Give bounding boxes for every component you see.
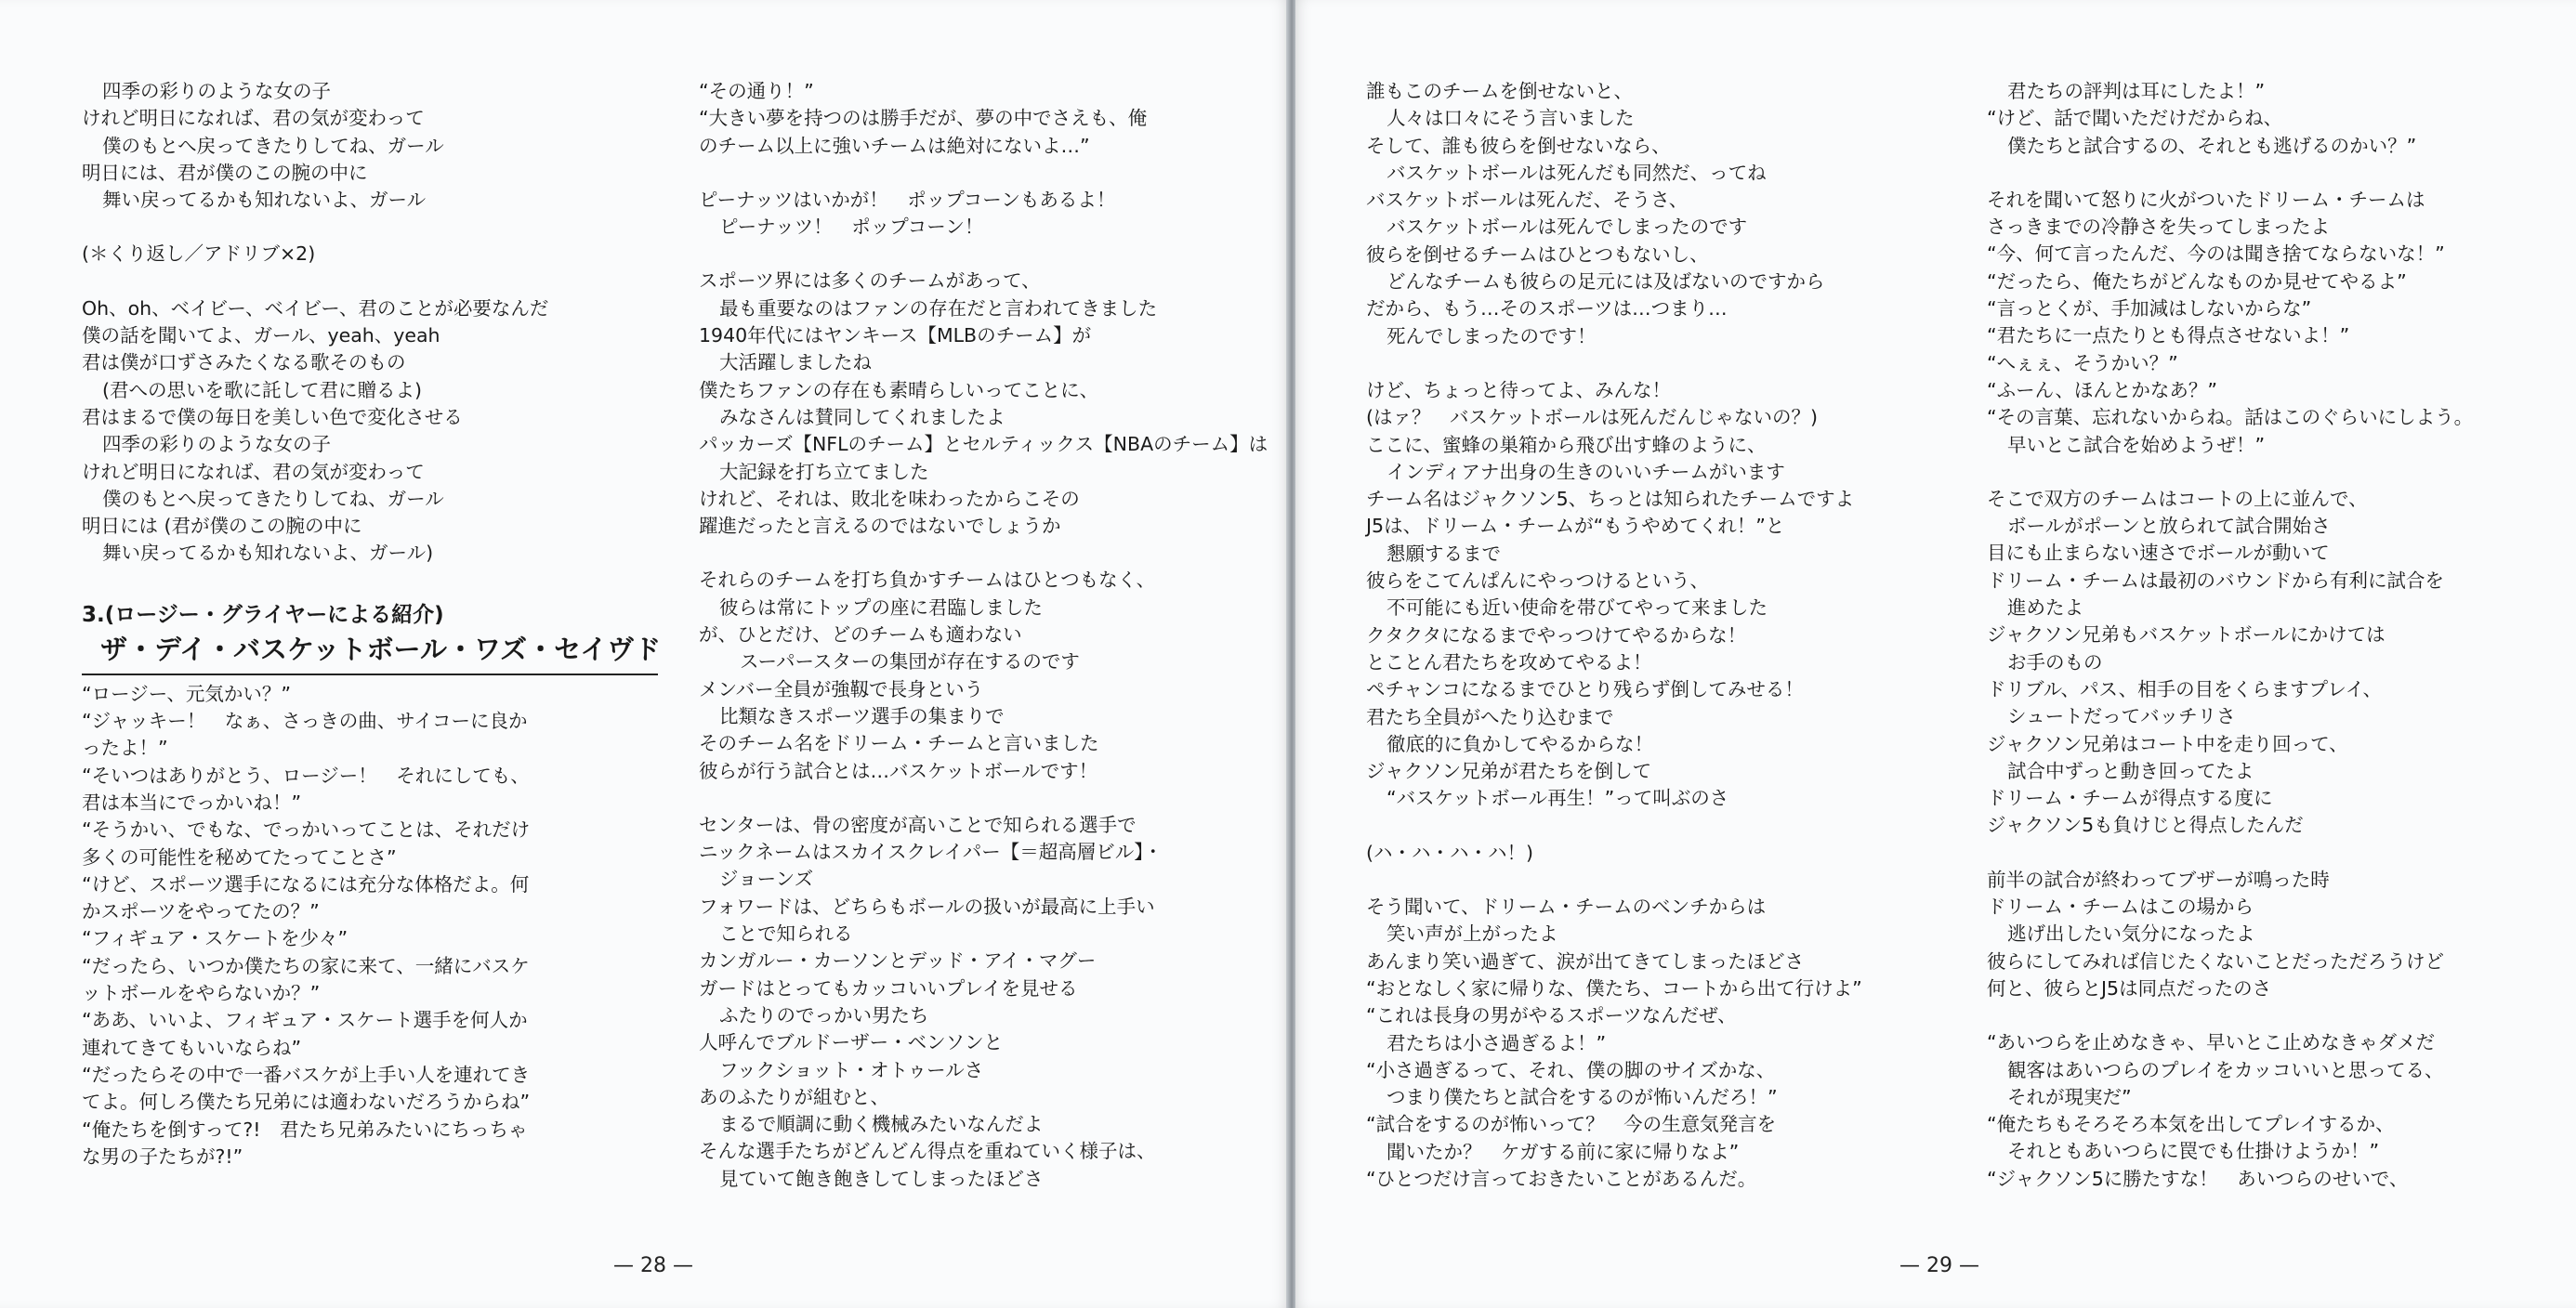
text-line: パッカーズ【NFLのチーム】とセルティックス【NBAのチーム】は — [699, 433, 1268, 456]
text-line: 懇願するまで — [1387, 542, 1501, 565]
text-line: そのチーム名をドリーム・チームと言いました — [699, 732, 1099, 755]
lyrics-block — [1366, 78, 1862, 1193]
text-line: 明日には (君が僕のこの腕の中に — [82, 515, 362, 538]
text-line: “ジャッキー！ なぁ、さっきの曲、サイコーに良か — [82, 710, 528, 733]
text-line: ドリーム・チームは最初のバウンドから有利に試合を — [1987, 569, 2444, 592]
text-line: のチーム以上に強いチームは絶対にないよ…” — [699, 134, 1090, 157]
text-line: そう聞いて、ドリーム・チームのベンチからは — [1366, 896, 1767, 919]
text-line: 君たち全員がへたり込むまで — [1366, 705, 1614, 728]
text-line: ピーナッツはいかが！ ポップコーンもあるよ！ — [699, 188, 1116, 211]
text-line: 観客はあいつらのプレイをカッコいいと思ってる、 — [2007, 1058, 2444, 1081]
text-line: 僕たちファンの存在も素晴らしいってことに、 — [699, 378, 1099, 401]
text-line: 連れてきてもいいならね” — [82, 1036, 302, 1059]
text-line: 比類なきスポーツ選手の集まりで — [719, 704, 1005, 727]
text-line: (ハ・ハ・ハ・ハ！) — [1366, 841, 1533, 864]
text-line: “これは長身の男がやるスポーツなんだぜ、 — [1366, 1004, 1737, 1027]
lyrics-block — [1987, 78, 2473, 1193]
section-number: 3.(ロージー・グライヤーによる紹介) — [82, 602, 444, 627]
text-line: 大活躍しましたね — [719, 351, 872, 374]
text-line: “今、何て言ったんだ、今のは聞き捨てならないな！” — [1987, 242, 2445, 266]
text-line: けれど、それは、敗北を味わったからこその — [699, 487, 1080, 510]
lyrics-block — [699, 78, 1268, 1193]
text-line: 早いとこ試合を始めようぜ！” — [2007, 433, 2266, 456]
text-line: それともあいつらに罠でも仕掛けようか！” — [2007, 1140, 2380, 1163]
text-line: “バスケットボール再生！”って叫ぶのさ — [1387, 787, 1729, 810]
section-title: ザ・デイ・バスケットボール・ワズ・セイヴド — [82, 631, 658, 675]
text-line: (はァ？ バスケットボールは死んだんじゃないの？) — [1366, 406, 1819, 429]
text-line: “その言葉、忘れないからね。話はこのぐらいにしよう。 — [1987, 406, 2474, 429]
text-line: “小さ過ぎるって、それ、僕の脚のサイズかな、 — [1366, 1058, 1776, 1081]
text-line: ったよ！” — [82, 737, 168, 760]
blank-line — [1987, 459, 2473, 486]
right-column-2 — [1987, 78, 2473, 1193]
text-line: けど、ちょっと待ってよ、みんな！ — [1366, 378, 1671, 401]
blank-line — [1987, 160, 2473, 187]
text-line: 最も重要なのはファンの存在だと言われてきました — [719, 296, 1158, 320]
text-line: 徹底的に負かしてやるからな！ — [1387, 732, 1653, 755]
text-line: 笑い声が上がったよ — [1387, 922, 1558, 946]
text-line: そこで双方のチームはコートの上に並んで、 — [1987, 487, 2368, 510]
text-line: バスケットボールは死んだも同然だ、ってね — [1387, 161, 1767, 184]
blank-line — [699, 241, 1268, 268]
text-line: 彼らを倒せるチームはひとつもないし、 — [1366, 242, 1709, 266]
text-line: フックショット・オトゥールさ — [719, 1058, 984, 1081]
blank-line — [1366, 867, 1862, 894]
blank-line — [1366, 813, 1862, 840]
text-line: ドリブル、パス、相手の目をくらますプレイ、 — [1987, 677, 2382, 700]
text-line: 人々は口々にそう言いました — [1387, 107, 1635, 130]
text-line: 僕たちと試合するの、それとも逃げるのかい？” — [2007, 134, 2417, 157]
text-line: ボールがポーンと放られて試合開始さ — [2007, 515, 2331, 538]
text-line: 不可能にも近い使命を帯びてやって来ました — [1387, 596, 1768, 620]
text-line: かスポーツをやってたの？” — [82, 900, 320, 923]
text-line: “おとなしく家に帰りな、僕たち、コートから出て行けよ” — [1366, 976, 1862, 1000]
blank-line — [82, 214, 658, 241]
right-page — [1295, 0, 2576, 1308]
text-line: が、ひとだけ、どのチームも適わない — [699, 623, 1022, 647]
text-line: “試合をするのが怖いって？ 今の生意気発言を — [1366, 1113, 1777, 1136]
text-line: “ひとつだけ言っておきたいことがあるんだ。 — [1366, 1167, 1757, 1190]
text-line: てよ。何しろ僕たち兄弟には適わないだろうからね” — [82, 1091, 531, 1114]
text-line: カンガルー・カーソンとデッド・アイ・マグー — [699, 949, 1097, 973]
text-line: それを聞いて怒りに火がついたドリーム・チームは — [1987, 188, 2425, 211]
text-line: 逃げ出したい気分になったよ — [2007, 922, 2255, 946]
text-line: “ああ、いいよ、フィギュア・スケート選手を何人か — [82, 1009, 528, 1032]
text-line: ドリーム・チームが得点する度に — [1987, 787, 2273, 810]
text-line: まるで順調に動く機械みたいなんだよ — [719, 1113, 1044, 1136]
text-line: ジャクソン兄弟が君たちを倒して — [1366, 760, 1652, 783]
text-line: “俺たちもそろそろ本気を出してプレイするか、 — [1987, 1113, 2395, 1136]
text-line: (＊くり返し／アドリブ×2) — [82, 242, 316, 266]
text-line: 舞い戻ってるかも知れないよ、ガール — [102, 189, 427, 212]
text-line: “大きい夢を持つのは勝手だが、夢の中でさえも、俺 — [699, 107, 1148, 130]
text-line: 君はまるで僕の毎日を美しい色で変化させる — [82, 405, 463, 428]
text-line: 僕の話を聞いてよ、ガール、yeah、yeah — [82, 324, 440, 347]
text-line: な男の子たちが?!” — [82, 1144, 243, 1168]
left-column-2 — [699, 78, 1268, 1193]
text-line: 明日には、君が僕のこの腕の中に — [82, 161, 368, 184]
lyrics-block-top — [82, 78, 658, 568]
text-line: 聞いたか？ ケガする前に家に帰りなよ” — [1387, 1140, 1740, 1163]
text-line: “へぇぇ、そうかい？” — [1987, 351, 2178, 374]
text-line: J5は、ドリーム・チームが“もうやめてくれ！”と — [1366, 515, 1785, 538]
text-line: “言っとくが、手加減はしないからな” — [1987, 297, 2312, 320]
text-line: “だったらその中で一番バスケが上手い人を連れてき — [82, 1063, 531, 1086]
text-line: “けど、スポーツ選手になるには充分な体格だよ。何 — [82, 872, 530, 896]
text-line: 大記録を打ち立てました — [719, 460, 929, 483]
text-line: ここに、蜜蜂の巣箱から飛び出す蜂のように、 — [1366, 433, 1767, 456]
text-line: バスケットボールは死んでしまったのです — [1387, 216, 1748, 239]
text-line: ットボールをやらないか？” — [82, 982, 321, 1005]
text-line: フォワードは、どちらもボールの扱いが最高に上手い — [699, 895, 1155, 918]
page-number-left: — 28 — — [613, 1254, 693, 1277]
text-line: 人呼んでブルドーザー・ベンソンと — [699, 1031, 1004, 1054]
text-line: 1940年代にはヤンキース【MLBのチーム】が — [699, 324, 1092, 347]
text-line: 彼らは常にトップの座に君臨しました — [719, 595, 1043, 619]
text-line: クタクタになるまでやっつけてやるからな！ — [1366, 623, 1747, 647]
text-line: ガードはとってもカッコいいプレイを見せる — [699, 976, 1078, 1000]
text-line: 僕のもとへ戻ってきたりしてね、ガール — [102, 487, 444, 510]
text-line: 誰もこのチームを倒せないと、 — [1366, 80, 1633, 102]
text-line: “そいつはありがとう、ロージー！ それにしても、 — [82, 764, 530, 787]
text-line: それが現実だ” — [2007, 1085, 2132, 1108]
text-line: ニックネームはスカイスクレイパー【＝超高層ビル】・ — [699, 841, 1163, 864]
blank-line — [1987, 840, 2473, 867]
page-number-right: — 29 — — [1899, 1254, 1979, 1277]
text-line: 君たちは小さ過ぎるよ！” — [1387, 1031, 1607, 1054]
text-line: それらのチームを打ち負かすチームはひとつもなく、 — [699, 569, 1156, 592]
text-line: ジョーンズ — [719, 868, 814, 891]
blank-line — [699, 160, 1268, 187]
text-line: (君への思いを歌に託して君に贈るよ) — [102, 378, 422, 401]
blank-line — [1366, 350, 1862, 377]
text-line: 目にも止まらない速さでボールが動いて — [1987, 542, 2330, 565]
text-line: シュートだってバッチリさ — [2007, 705, 2236, 728]
text-line: 君たちの評判は耳にしたよ！” — [2007, 80, 2266, 102]
left-column-1 — [82, 78, 662, 1171]
text-line: 試合中ずっと動き回ってたよ — [2007, 759, 2254, 782]
section-heading — [82, 599, 662, 675]
text-line: ピーナッツ！ ポップコーン！ — [719, 216, 984, 239]
text-line: だから、もう…そのスポーツは…つまり… — [1366, 297, 1728, 320]
text-line: 多くの可能性を秘めてたってことさ” — [82, 845, 397, 869]
text-line: 前半の試合が終わってブザーが鳴った時 — [1987, 868, 2330, 891]
text-line: 彼らにしてみれば信じたくないことだっただろうけど — [1987, 949, 2444, 973]
text-line: 僕のもとへ戻ってきたりしてね、ガール — [102, 134, 444, 157]
text-line: “ロージー、元気かい？” — [82, 682, 292, 705]
text-line: “ふーん、ほんとかなあ？” — [1987, 378, 2217, 401]
text-line: “あいつらを止めなきゃ、早いとこ止めなきゃダメだ — [1987, 1031, 2436, 1054]
text-line: 君は本当にでっかいね！” — [82, 791, 302, 814]
blank-line — [82, 268, 658, 295]
text-line: センターは、骨の密度が高いことで知られる選手で — [699, 813, 1137, 836]
text-line: 躍進だったと言えるのではないでしょうか — [699, 515, 1061, 538]
text-line: 彼らが行う試合とは…バスケットボールです！ — [699, 759, 1098, 782]
text-line: お手のもの — [2007, 650, 2103, 674]
text-line: “俺たちを倒すって?! 君たち兄弟みたいにちっちゃ — [82, 1118, 528, 1141]
text-line: “その通り！” — [699, 80, 814, 102]
text-line: インディアナ出身の生きのいいチームがいます — [1387, 460, 1785, 483]
text-line: ジャクソン兄弟もバスケットボールにかけては — [1987, 623, 2385, 647]
text-line: さっきまでの冷静さを失ってしまったよ — [1987, 216, 2330, 239]
text-line: ふたりのでっかい男たち — [719, 1003, 929, 1027]
text-line: どんなチームも彼らの足元には及ばないのですから — [1387, 270, 1825, 294]
text-line: “けど、話で聞いただけだからね、 — [1987, 107, 2283, 130]
text-line: バスケットボールは死んだ、そうさ、 — [1366, 189, 1689, 212]
blank-line — [1987, 1002, 2473, 1029]
blank-line — [699, 785, 1268, 812]
text-line: スポーツ界には多くのチームがあって、 — [699, 269, 1041, 293]
text-line: 舞い戻ってるかも知れないよ、ガール) — [102, 542, 434, 565]
dialogue-block — [82, 681, 658, 1171]
text-line: そんな選手たちがどんどん得点を重ねていく様子は、 — [699, 1140, 1156, 1163]
blank-line — [699, 540, 1268, 567]
text-line: “君たちに一点たりとも得点させないよ！” — [1987, 324, 2350, 347]
text-line: ドリーム・チームはこの場から — [1987, 896, 2254, 919]
text-line: ジャクソン兄弟はコート中を走り回って、 — [1987, 732, 2348, 755]
text-line: “ジャクソン5に勝たすな！ あいつらのせいで、 — [1987, 1167, 2409, 1190]
text-line: 見ていて飽き飽きしてしまったほどさ — [719, 1167, 1044, 1190]
text-line: 何と、彼らとJ5は同点だったのさ — [1987, 976, 2272, 1000]
text-line: “だったら、俺たちがどんなものか見せてやるよ” — [1987, 269, 2407, 293]
text-line: あんまり笑い過ぎて、涙が出てきてしまったほどさ — [1366, 949, 1805, 973]
text-line: “だったら、いつか僕たちの家に来て、一緒にバスケ — [82, 954, 530, 977]
text-line: “そうかい、でもな、でっかいってことは、それだけ — [82, 818, 531, 842]
text-line: つまり僕たちと試合をするのが怖いんだろ！” — [1387, 1086, 1778, 1109]
text-line: 四季の彩りのような女の子 — [102, 433, 331, 456]
text-line: メンバー全員が強靱で長身という — [699, 677, 984, 700]
text-line: ことで知られる — [719, 922, 853, 946]
text-line: ジャクソン5も負けじと得点したんだ — [1987, 814, 2304, 837]
text-line: Oh、oh、ベイビー、ベイビー、君のことが必要なんだ — [82, 296, 549, 320]
text-line: けれど明日になれば、君の気が変わって — [82, 107, 425, 130]
text-line: “フィギュア・スケートを少々” — [82, 927, 348, 950]
text-line: スーパースターの集団が存在するのです — [740, 650, 1080, 674]
text-line: チーム名はジャクソン5、ちっとは知られたチームですよ — [1366, 488, 1855, 511]
text-line: 君は僕が口ずさみたくなる歌そのもの — [82, 351, 406, 374]
text-line: とことん君たちを攻めてやるよ！ — [1366, 650, 1652, 674]
text-line: みなさんは賛同してくれましたよ — [719, 405, 1005, 428]
text-line: ペチャンコになるまでひとり残らず倒してみせる！ — [1366, 678, 1804, 701]
text-line: あのふたりが組むと、 — [699, 1085, 889, 1108]
text-line: 彼らをこてんぱんにやっつけるという、 — [1366, 569, 1709, 593]
text-line: そして、誰も彼らを倒せないなら、 — [1366, 134, 1671, 157]
text-line: 四季の彩りのような女の子 — [102, 80, 331, 102]
text-line: 進めたよ — [2007, 596, 2083, 620]
text-line: けれど明日になれば、君の気が変わって — [82, 460, 425, 483]
text-line: 死んでしまったのです！ — [1387, 324, 1597, 347]
right-column-1 — [1366, 78, 1862, 1193]
